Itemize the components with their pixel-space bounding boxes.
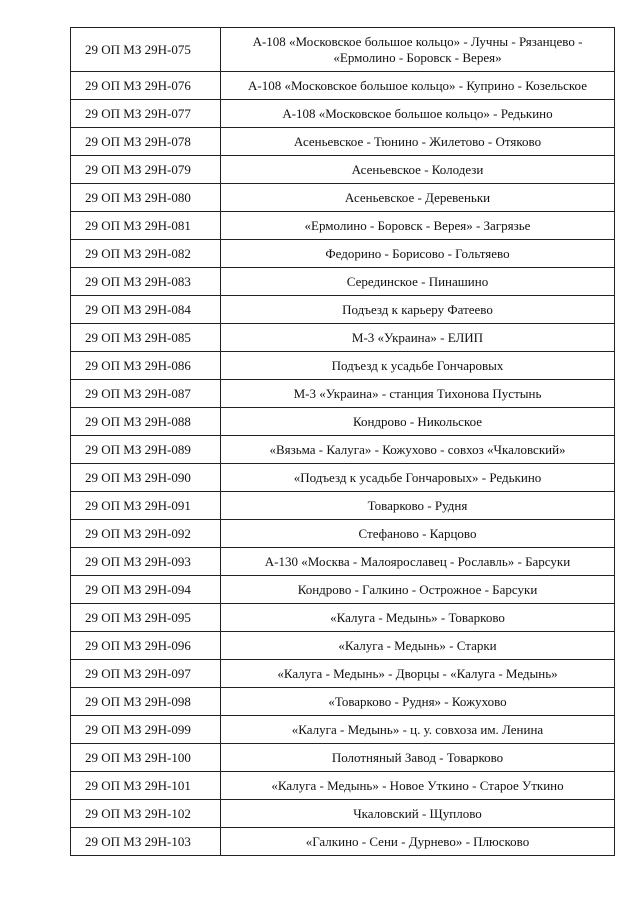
table-row: [71, 660, 615, 688]
road-code-cell: 29 ОП МЗ 29Н-078: [71, 128, 221, 156]
road-name-cell: «Калуга - Медынь» - ц. у. совхоза им. Ленина: [221, 716, 615, 744]
road-name-cell: «Вязьма - Калуга» - Кожухово - совхоз «Чкаловский»: [221, 436, 615, 464]
table-row: [71, 800, 615, 828]
road-code-cell: 29 ОП МЗ 29Н-080: [71, 184, 221, 212]
road-code-cell: 29 ОП МЗ 29Н-075: [71, 28, 221, 72]
table-row: [71, 604, 615, 632]
table-row: [71, 352, 615, 380]
table-row: [71, 128, 615, 156]
road-name-cell: «Товарково - Рудня» - Кожухово: [221, 688, 615, 716]
road-code-cell: 29 ОП МЗ 29Н-090: [71, 464, 221, 492]
road-code-cell: 29 ОП МЗ 29Н-089: [71, 436, 221, 464]
table-row: [71, 716, 615, 744]
road-name-cell: Товарково - Рудня: [221, 492, 615, 520]
road-code-cell: 29 ОП МЗ 29Н-092: [71, 520, 221, 548]
road-name-cell: Кондрово - Галкино - Острожное - Барсуки: [221, 576, 615, 604]
table-row: [71, 828, 615, 856]
road-name-cell: Подъезд к усадьбе Гончаровых: [221, 352, 615, 380]
road-code-cell: 29 ОП МЗ 29Н-102: [71, 800, 221, 828]
road-name-cell: А-108 «Московское большое кольцо» - Куприно - Козельское: [221, 72, 615, 100]
road-code-cell: 29 ОП МЗ 29Н-082: [71, 240, 221, 268]
road-code-cell: 29 ОП МЗ 29Н-101: [71, 772, 221, 800]
table-row: [71, 772, 615, 800]
road-name-cell: «Галкино - Сени - Дурнево» - Плюсково: [221, 828, 615, 856]
road-code-cell: 29 ОП МЗ 29Н-100: [71, 744, 221, 772]
table-row: [71, 436, 615, 464]
table-row: [71, 156, 615, 184]
road-code-cell: 29 ОП МЗ 29Н-084: [71, 296, 221, 324]
road-code-cell: 29 ОП МЗ 29Н-103: [71, 828, 221, 856]
road-code-cell: 29 ОП МЗ 29Н-085: [71, 324, 221, 352]
road-code-cell: 29 ОП МЗ 29Н-091: [71, 492, 221, 520]
road-name-cell: Серединское - Пинашино: [221, 268, 615, 296]
road-code-cell: 29 ОП МЗ 29Н-077: [71, 100, 221, 128]
road-name-cell: Асеньевское - Тюнино - Жилетово - Отяково: [221, 128, 615, 156]
road-name-cell: Асеньевское - Деревеньки: [221, 184, 615, 212]
road-name-cell: «Ермолино - Боровск - Верея» - Загрязье: [221, 212, 615, 240]
road-code-cell: 29 ОП МЗ 29Н-088: [71, 408, 221, 436]
table-row: [71, 324, 615, 352]
roads-table: [70, 27, 615, 856]
road-name-cell: «Калуга - Медынь» - Товарково: [221, 604, 615, 632]
table-row: [71, 212, 615, 240]
road-code-cell: 29 ОП МЗ 29Н-096: [71, 632, 221, 660]
table-row: [71, 28, 615, 72]
road-code-cell: 29 ОП МЗ 29Н-097: [71, 660, 221, 688]
table-row: [71, 688, 615, 716]
road-name-cell: «Калуга - Медынь» - Дворцы - «Калуга - Медынь»: [221, 660, 615, 688]
table-row: [71, 492, 615, 520]
table-row: [71, 184, 615, 212]
table-row: [71, 548, 615, 576]
road-name-cell: А-108 «Московское большое кольцо» - Лучны - Рязанцево - «Ермолино - Боровск - Верея»: [221, 28, 615, 72]
road-name-cell: А-130 «Москва - Малоярославец - Рославль» - Барсуки: [221, 548, 615, 576]
table-row: [71, 632, 615, 660]
road-code-cell: 29 ОП МЗ 29Н-086: [71, 352, 221, 380]
table-row: [71, 576, 615, 604]
table-row: [71, 380, 615, 408]
table-row: [71, 72, 615, 100]
table-row: [71, 520, 615, 548]
road-name-cell: М-3 «Украина» - станция Тихонова Пустынь: [221, 380, 615, 408]
road-name-cell: Подъезд к карьеру Фатеево: [221, 296, 615, 324]
road-name-cell: Стефаново - Карцово: [221, 520, 615, 548]
table-row: [71, 744, 615, 772]
road-name-cell: Асеньевское - Колодези: [221, 156, 615, 184]
road-name-cell: Полотняный Завод - Товарково: [221, 744, 615, 772]
table-row: [71, 296, 615, 324]
road-name-cell: А-108 «Московское большое кольцо» - Редькино: [221, 100, 615, 128]
road-name-cell: Федорино - Борисово - Гольтяево: [221, 240, 615, 268]
road-code-cell: 29 ОП МЗ 29Н-098: [71, 688, 221, 716]
road-code-cell: 29 ОП МЗ 29Н-081: [71, 212, 221, 240]
road-code-cell: 29 ОП МЗ 29Н-093: [71, 548, 221, 576]
table-row: [71, 100, 615, 128]
road-name-cell: «Калуга - Медынь» - Новое Уткино - Старое Уткино: [221, 772, 615, 800]
roads-table-body: [71, 28, 615, 856]
road-code-cell: 29 ОП МЗ 29Н-079: [71, 156, 221, 184]
road-code-cell: 29 ОП МЗ 29Н-095: [71, 604, 221, 632]
road-code-cell: 29 ОП МЗ 29Н-094: [71, 576, 221, 604]
road-name-cell: «Подъезд к усадьбе Гончаровых» - Редькино: [221, 464, 615, 492]
road-code-cell: 29 ОП МЗ 29Н-099: [71, 716, 221, 744]
table-row: [71, 408, 615, 436]
table-row: [71, 240, 615, 268]
road-name-cell: «Калуга - Медынь» - Старки: [221, 632, 615, 660]
table-row: [71, 464, 615, 492]
road-name-cell: М-3 «Украина» - ЕЛИП: [221, 324, 615, 352]
table-row: [71, 268, 615, 296]
road-name-cell: Кондрово - Никольское: [221, 408, 615, 436]
road-code-cell: 29 ОП МЗ 29Н-076: [71, 72, 221, 100]
road-code-cell: 29 ОП МЗ 29Н-083: [71, 268, 221, 296]
road-code-cell: 29 ОП МЗ 29Н-087: [71, 380, 221, 408]
road-name-cell: Чкаловский - Щуплово: [221, 800, 615, 828]
